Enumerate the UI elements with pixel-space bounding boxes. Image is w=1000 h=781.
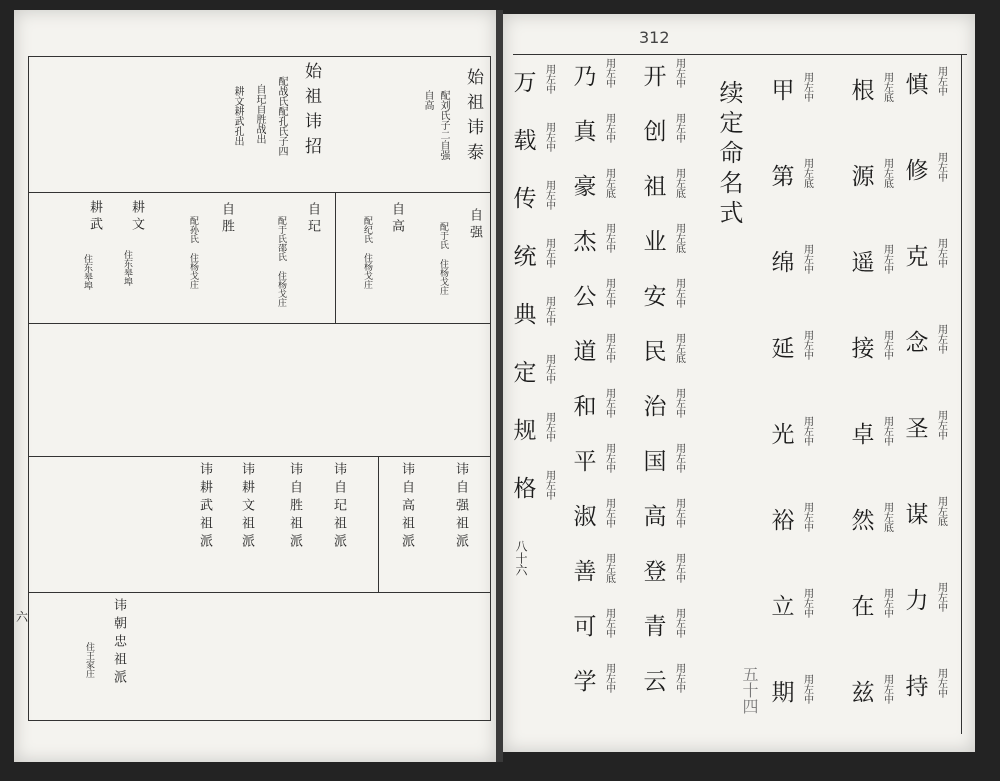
left-page <box>14 10 496 762</box>
shizu-tai-note-2: 自高 <box>422 90 433 110</box>
right-page-border <box>961 54 962 734</box>
frame-right <box>490 56 491 720</box>
gen-note-col3-1: 用左底 <box>801 158 813 188</box>
gen-char-col4-7: 国 <box>643 449 667 475</box>
gen-note-col1-1: 用左中 <box>935 152 947 182</box>
zi-qi-note: 配于氏邵氏 住杨戈庄 <box>276 216 286 307</box>
gen-note-col4-0: 用左中 <box>673 58 685 88</box>
gen-note-col2-2: 用左中 <box>881 244 893 274</box>
header-rule <box>513 54 967 55</box>
gen-note-col3-6: 用左中 <box>801 588 813 618</box>
gen-char-col4-3: 业 <box>643 229 667 255</box>
gen-char-col5-4: 公 <box>573 284 597 310</box>
gen-note-col6-5: 用左中 <box>543 354 555 384</box>
gen-char-col5-2: 豪 <box>573 174 597 200</box>
gen-note-col5-8: 用左中 <box>603 498 615 528</box>
gen-note-col4-2: 用左底 <box>673 168 685 198</box>
gen-char-col3-5: 裕 <box>771 508 795 534</box>
shizu-tai-title: 始祖讳泰 <box>463 68 483 168</box>
row-line-1 <box>28 192 490 193</box>
gen-note-col4-7: 用左中 <box>673 443 685 473</box>
frame-bottom <box>28 720 491 721</box>
gen-note-col2-1: 用左底 <box>881 158 893 188</box>
gen-note-col5-9: 用左底 <box>603 553 615 583</box>
gen-char-col1-5: 谋 <box>905 502 929 528</box>
frame-top <box>28 56 490 57</box>
gen-note-col6-1: 用左中 <box>543 122 555 152</box>
gen-note-col5-10: 用左中 <box>603 608 615 638</box>
shizu-tai-note-1: 配刘氏子二自强 <box>438 90 449 160</box>
gen-note-col2-4: 用左中 <box>881 416 893 446</box>
gen-note-col4-6: 用左中 <box>673 388 685 418</box>
page-number: 六 <box>16 610 29 624</box>
gen-char-col6-1: 载 <box>513 128 537 154</box>
gen-char-col5-10: 可 <box>573 614 597 640</box>
gen-char-col2-4: 卓 <box>851 422 875 448</box>
gen-note-col4-10: 用左中 <box>673 608 685 638</box>
book-gutter <box>496 10 503 762</box>
gen-char-col4-8: 高 <box>643 504 667 530</box>
gen-note-col1-4: 用左中 <box>935 410 947 440</box>
gen-char-col4-0: 开 <box>643 64 667 90</box>
gen-char-col5-11: 学 <box>573 669 597 695</box>
gen-note-col5-2: 用左底 <box>603 168 615 198</box>
gen-note-col6-0: 用左中 <box>543 64 555 94</box>
branch-zi-qiang: 讳自强祖派 <box>453 462 468 552</box>
gen-note-col5-11: 用左中 <box>603 663 615 693</box>
gen-char-col5-5: 道 <box>573 339 597 365</box>
gen-char-col2-6: 在 <box>851 594 875 620</box>
gen-note-col5-4: 用左中 <box>603 278 615 308</box>
gen-note-col5-3: 用左中 <box>603 223 615 253</box>
shizu-zhao-note-1: 配战氏配孔氏子四 <box>276 76 287 156</box>
gen-char-col5-0: 乃 <box>573 64 597 90</box>
geng-wu-note: 住东皋埠 <box>82 254 92 290</box>
gen-note-col4-3: 用左底 <box>673 223 685 253</box>
gen-note-col3-0: 用左中 <box>801 72 813 102</box>
chao-zhong-note: 住王家庄 <box>84 642 94 678</box>
gen-char-col3-2: 绵 <box>771 250 795 276</box>
zi-sheng-note: 配孙氏 住杨戈庄 <box>188 216 198 289</box>
gen-note-col6-7: 用左中 <box>543 470 555 500</box>
gen-char-col3-6: 立 <box>771 594 795 620</box>
zi-qi-name: 自玘 <box>305 202 320 236</box>
branch-zi-qi: 讳自玘祖派 <box>331 462 346 552</box>
gen-char-col1-4: 圣 <box>905 416 929 442</box>
right-page <box>503 14 975 752</box>
gen-char-col5-3: 杰 <box>573 229 597 255</box>
gen-char-col4-10: 青 <box>643 614 667 640</box>
gen-char-col1-3: 念 <box>905 330 929 356</box>
gen-note-col3-2: 用左中 <box>801 244 813 274</box>
branch-geng-wu: 讳耕武祖派 <box>197 462 212 552</box>
branch-zi-sheng: 讳自胜祖派 <box>287 462 302 552</box>
gen-note-col4-1: 用左中 <box>673 113 685 143</box>
gen-note-col6-3: 用左中 <box>543 238 555 268</box>
gen-char-col5-8: 淑 <box>573 504 597 530</box>
gen-note-col5-7: 用左中 <box>603 443 615 473</box>
pencil-note: 五十四 <box>740 666 759 714</box>
gen-char-col6-2: 传 <box>513 186 537 212</box>
gen-note-col4-8: 用左中 <box>673 498 685 528</box>
naming-header: 续定命名式 <box>715 80 743 230</box>
gen-char-col2-2: 遥 <box>851 250 875 276</box>
gen-note-col4-5: 用左底 <box>673 333 685 363</box>
gen-note-col1-3: 用左中 <box>935 324 947 354</box>
zi-qiang-note: 配于氏 住杨戈庄 <box>438 222 448 295</box>
gen-note-col4-11: 用左中 <box>673 663 685 693</box>
shizu-zhao-note-2: 自玘自胜战出 <box>254 84 265 144</box>
gen-note-col2-6: 用左中 <box>881 588 893 618</box>
shizu-zhao-title: 始祖讳招 <box>301 62 321 162</box>
geng-wen-name: 耕文 <box>129 200 144 234</box>
gen-char-col6-5: 定 <box>513 360 537 386</box>
gen-char-col1-7: 持 <box>905 674 929 700</box>
gen-note-col3-4: 用左中 <box>801 416 813 446</box>
gen-char-col6-7: 格 <box>513 476 537 502</box>
gen-char-col5-1: 真 <box>573 119 597 145</box>
gen-note-col4-4: 用左中 <box>673 278 685 308</box>
gen-note-col6-2: 用左中 <box>543 180 555 210</box>
gen-char-col4-1: 创 <box>643 119 667 145</box>
gen-note-col2-5: 用左底 <box>881 502 893 532</box>
gen-char-col1-1: 修 <box>905 158 929 184</box>
gen-char-col6-0: 万 <box>513 70 537 96</box>
branch-geng-wen: 讳耕文祖派 <box>239 462 254 552</box>
gen-note-col5-0: 用左中 <box>603 58 615 88</box>
branch-zi-gao: 讳自高祖派 <box>399 462 414 552</box>
gen-char-col3-0: 甲 <box>771 78 795 104</box>
gen-char-col5-9: 善 <box>573 559 597 585</box>
zi-gao-note: 配纪氏 住杨戈庄 <box>362 216 372 289</box>
gen-note-col3-3: 用左中 <box>801 330 813 360</box>
gen-char-col1-2: 克 <box>905 244 929 270</box>
gen-note-col5-5: 用左中 <box>603 333 615 363</box>
gen-char-col6-6: 规 <box>513 418 537 444</box>
col-divider-mid <box>335 192 336 323</box>
gen-note-col3-5: 用左中 <box>801 502 813 532</box>
gen-char-col3-3: 延 <box>771 336 795 362</box>
gen-note-col1-5: 用左底 <box>935 496 947 526</box>
gen-char-col4-11: 云 <box>643 669 667 695</box>
shizu-zhao-note-3: 耕文耕武孔出 <box>232 86 243 146</box>
gen-note-col1-2: 用左中 <box>935 238 947 268</box>
gen-note-col4-9: 用左中 <box>673 553 685 583</box>
gen-note-col5-1: 用左中 <box>603 113 615 143</box>
top-number: 312 <box>639 28 670 47</box>
gen-note-col6-6: 用左中 <box>543 412 555 442</box>
gen-char-col3-1: 第 <box>771 164 795 190</box>
gen-note-col1-6: 用左中 <box>935 582 947 612</box>
geng-wu-name: 耕武 <box>87 200 102 234</box>
gen-note-col1-7: 用左中 <box>935 668 947 698</box>
gen-char-col4-4: 安 <box>643 284 667 310</box>
gen-note-col1-0: 用左中 <box>935 66 947 96</box>
gen-note-col2-3: 用左中 <box>881 330 893 360</box>
gen-note-col6-4: 用左中 <box>543 296 555 326</box>
gen-note-col3-7: 用左中 <box>801 674 813 704</box>
gen-char-col4-2: 祖 <box>643 174 667 200</box>
gen-char-col2-7: 兹 <box>851 680 875 706</box>
gen-note-col2-7: 用左中 <box>881 674 893 704</box>
gen-char-col4-5: 民 <box>643 339 667 365</box>
gen-char-col4-9: 登 <box>643 559 667 585</box>
gen-char-col6-4: 典 <box>513 302 537 328</box>
geng-wen-note: 住东皋埠 <box>122 250 132 286</box>
row-line-2 <box>28 323 490 324</box>
gen-char-col3-7: 期 <box>771 680 795 706</box>
gen-char-col1-0: 慎 <box>905 72 929 98</box>
gen-char-col5-6: 和 <box>573 394 597 420</box>
gen-char-col2-1: 源 <box>851 164 875 190</box>
frame-left <box>28 56 29 720</box>
gen-char-col4-6: 治 <box>643 394 667 420</box>
gen-char-col1-6: 力 <box>905 588 929 614</box>
gen-char-col6-3: 统 <box>513 244 537 270</box>
row-line-4 <box>28 592 490 593</box>
gen-char-col2-0: 根 <box>851 78 875 104</box>
count-note: 八十六 <box>514 540 528 576</box>
row-line-3 <box>28 456 490 457</box>
gen-note-col2-0: 用左底 <box>881 72 893 102</box>
gen-char-col2-5: 然 <box>851 508 875 534</box>
gen-char-col3-4: 光 <box>771 422 795 448</box>
zi-sheng-name: 自胜 <box>219 202 234 236</box>
gen-char-col5-7: 平 <box>573 449 597 475</box>
gen-char-col2-3: 接 <box>851 336 875 362</box>
col-divider-lower <box>378 456 379 592</box>
zi-gao-name: 自高 <box>389 202 404 236</box>
zi-qiang-name: 自强 <box>467 208 482 242</box>
chao-zhong-title: 讳朝忠祖派 <box>111 598 126 688</box>
gen-note-col5-6: 用左中 <box>603 388 615 418</box>
